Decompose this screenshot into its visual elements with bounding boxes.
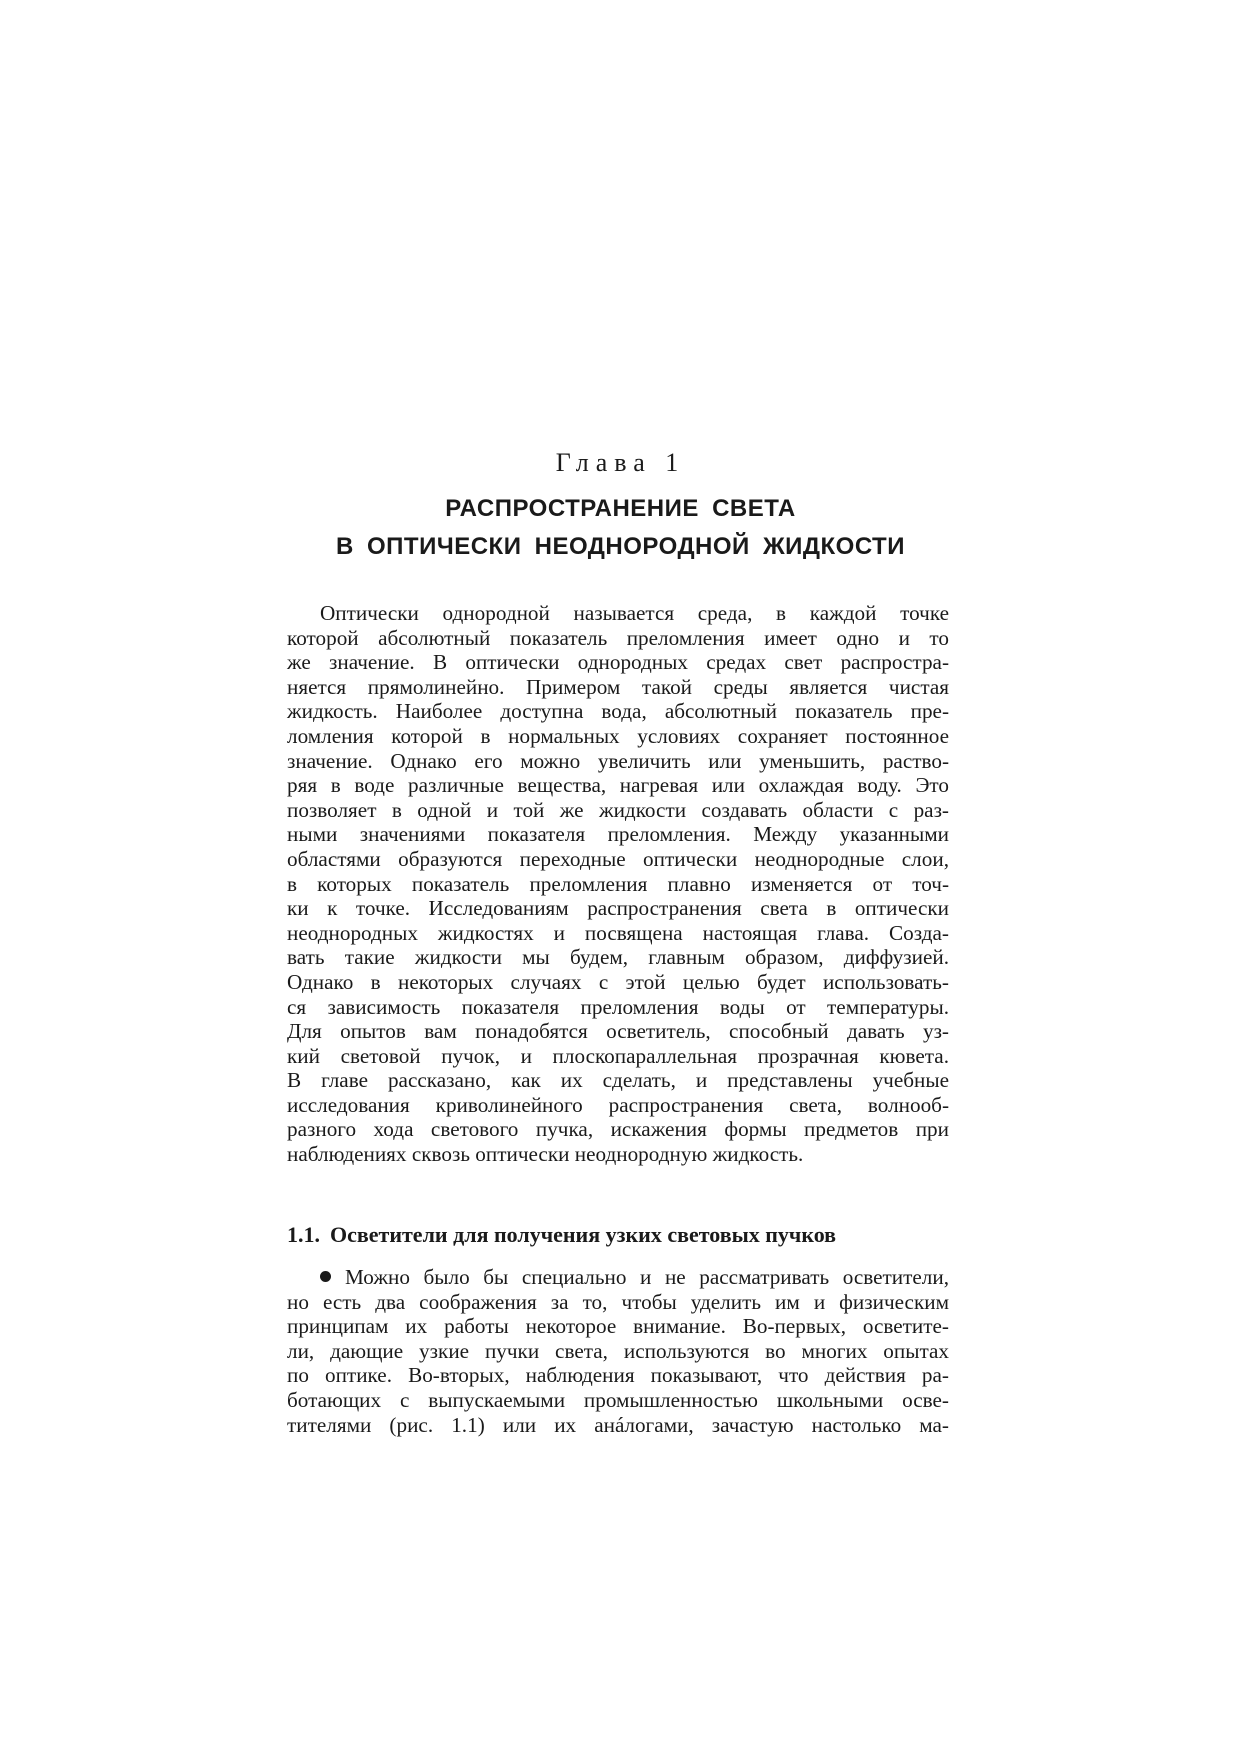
text-line: ся зависимость показателя преломления воды от температуры. <box>287 994 949 1019</box>
text-line: ными значениями показателя преломления. Между указанными <box>287 822 949 847</box>
section-title: Осветители для получения узких световых пучков <box>330 1222 837 1247</box>
text-line: которой абсолютный показатель преломления имеет одно и то <box>287 625 949 650</box>
text-line: принципам их работы некоторое внимание. Во-первых, осветите- <box>287 1314 949 1339</box>
chapter-title-line: РАСПРОСТРАНЕНИЕ СВЕТА <box>445 495 796 522</box>
bullet-icon <box>320 1271 331 1282</box>
text-line: по оптике. Во-вторых, наблюдения показывают, что действия ра- <box>287 1363 949 1388</box>
section-heading <box>287 1221 949 1249</box>
text-line: тителями (рис. 1.1) или их анáлогами, зачастую настолько ма- <box>287 1412 949 1437</box>
text-line: позволяет в одной и той же жидкости создавать области с раз- <box>287 797 949 822</box>
text-line: жидкость. Наиболее доступна вода, абсолютный показатель пре- <box>287 699 949 724</box>
text-line-first <box>287 1265 949 1290</box>
text-line: в которых показатель преломления плавно изменяется от точ- <box>287 871 949 896</box>
chapter-title-line: В ОПТИЧЕСКИ НЕОДНОРОДНОЙ ЖИДКОСТИ <box>336 533 905 560</box>
chapter-label: Глава 1 <box>555 448 686 477</box>
text-line: няется прямолинейно. Примером такой среды является чистая <box>287 674 949 699</box>
section-paragraph <box>287 1265 949 1437</box>
text-line: кий световой пучок, и плоскопараллельная прозрачная кювета. <box>287 1043 949 1068</box>
text-line: но есть два соображения за то, чтобы уделить им и физическим <box>287 1289 949 1314</box>
text-line: ботающих с выпускаемыми промышленностью школьными осве- <box>287 1387 949 1412</box>
text-line: вать такие жидкости мы будем, главным образом, диффузией. <box>287 945 949 970</box>
text-line: исследования криволинейного распространения света, волнооб- <box>287 1092 949 1117</box>
text-line: ряя в воде различные вещества, нагревая или охлаждая воду. Это <box>287 773 949 798</box>
intro-paragraph <box>287 601 949 1167</box>
text-line: разного хода светового пучка, искажения формы предметов при <box>287 1117 949 1142</box>
text-line: В главе рассказано, как их сделать, и представлены учебные <box>287 1068 949 1093</box>
text-line: Для опытов вам понадобятся осветитель, способный давать уз- <box>287 1019 949 1044</box>
text-line: значение. Однако его можно увеличить или уменьшить, раство- <box>287 748 949 773</box>
text-line: неоднородных жидкостях и посвящена настоящая глава. Созда- <box>287 920 949 945</box>
text-line: наблюдениях сквозь оптически неоднородную жидкость. <box>287 1142 804 1167</box>
text-line: же значение. В оптически однородных средах свет распростра- <box>287 650 949 675</box>
text-line: Однако в некоторых случаях с этой целью будет использовать- <box>287 969 949 994</box>
text-line: Оптически однородной называется среда, в каждой точке <box>320 601 949 625</box>
text-line: ли, дающие узкие пучки света, используются во многих опытах <box>287 1338 949 1363</box>
text-line-content: Можно было бы специально и не рассматривать осветители, <box>345 1265 949 1289</box>
text-line: областями образуются переходные оптически неоднородные слои, <box>287 846 949 871</box>
text-line: ломления которой в нормальных условиях сохраняет постоянное <box>287 723 949 748</box>
chapter-title <box>0 490 1241 566</box>
section-number: 1.1. <box>287 1222 320 1247</box>
text-line: ки к точке. Исследованиям распространения света в оптически <box>287 896 949 921</box>
